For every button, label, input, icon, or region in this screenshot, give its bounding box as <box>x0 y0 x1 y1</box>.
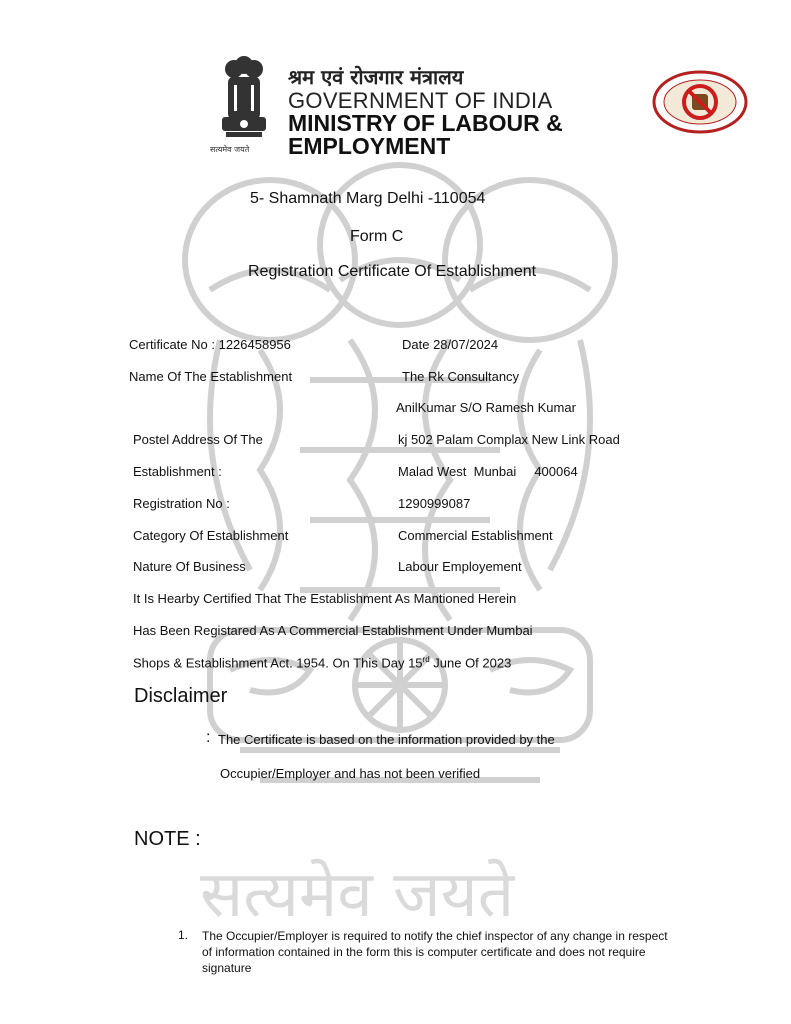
ministry-title-line1: MINISTRY OF LABOUR & <box>288 110 563 136</box>
establishment-name-value: The Rk Consultancy <box>402 369 520 384</box>
disclaimer-text-line2: Occupier/Employer and has not been verified <box>220 766 481 781</box>
postal-address-label-cont: Establishment : <box>133 464 222 479</box>
certify-line2: Has Been Registared As A Commercial Establishment Under Mumbai <box>133 623 533 638</box>
nature-of-business-label: Nature Of Business <box>133 559 246 574</box>
ministry-hindi-name: श्रम एवं रोजगार मंत्रालय <box>288 65 464 89</box>
establishment-name-label: Name Of The Establishment <box>129 369 293 384</box>
office-address: 5- Shamnath Marg Delhi -110054 <box>250 190 486 207</box>
establishment-owner: AnilKumar S/O Ramesh Kumar <box>396 400 576 415</box>
postal-address-line1: kj 502 Palam Complax New Link Road <box>398 432 620 447</box>
certificate-number: Certificate No : 1226458956 <box>129 337 291 352</box>
disclaimer-text-line1: The Certificate is based on the information provided by the <box>218 732 555 747</box>
motto-watermark: सत्यमेव जयते <box>200 858 515 932</box>
registration-number-value: 1290999087 <box>398 496 471 511</box>
national-emblem-icon <box>214 55 274 150</box>
category-label: Category Of Establishment <box>133 528 289 543</box>
government-of-india-title: GOVERNMENT OF INDIA <box>288 88 553 113</box>
certificate-title: Registration Certificate Of Establishment <box>248 263 537 280</box>
stop-child-labour-icon <box>652 70 748 134</box>
certify-line3-text: Shops & Establishment Act. 1954. On This Day 15 <box>133 655 423 671</box>
note-heading: NOTE : <box>134 828 201 850</box>
note-item-number: 1. <box>178 928 189 942</box>
emblem-motto: सत्यमेव जयते <box>210 145 250 154</box>
ministry-title-line2: EMPLOYMENT <box>288 133 451 159</box>
category-value: Commercial Establishment <box>398 528 553 543</box>
postal-address-label: Postel Address Of The <box>133 432 263 447</box>
postal-address-line2: Malad West Munbai 400064 <box>398 464 578 479</box>
certify-line1: It Is Hearby Certified That The Establishment As Mantioned Herein <box>133 591 517 606</box>
certify-line3 <box>133 655 511 670</box>
ordinal-suffix: rd <box>422 655 430 664</box>
registration-number-label: Registration No : <box>133 496 230 511</box>
certify-line3-date: June Of 2023 <box>429 655 512 671</box>
nature-of-business-value: Labour Employement <box>398 559 522 574</box>
note-item-text: The Occupier/Employer is required to notify the chief inspector of any change in respect of information contained in the form this is computer certificate and does not require signature <box>202 929 668 975</box>
form-name: Form C <box>350 228 404 245</box>
certificate-date: Date 28/07/2024 <box>402 337 499 352</box>
disclaimer-heading: Disclaimer <box>134 685 228 707</box>
disclaimer-colon: : <box>206 729 211 746</box>
